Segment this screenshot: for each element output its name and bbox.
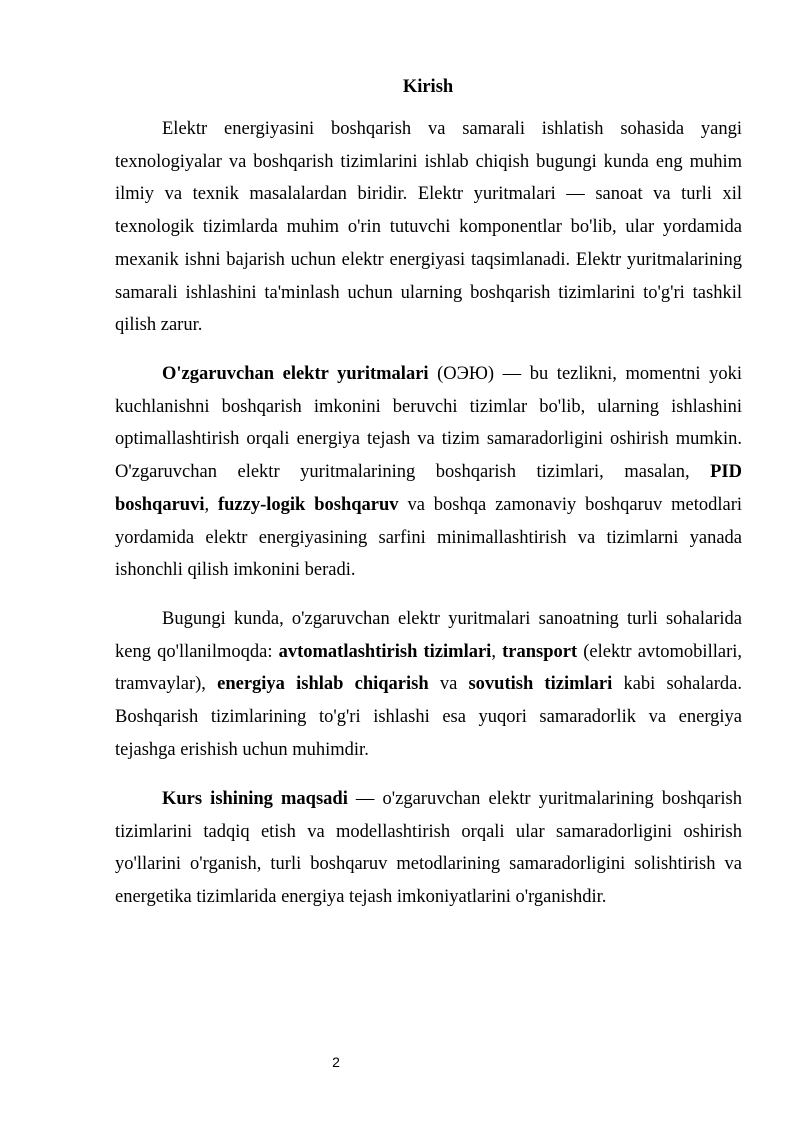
paragraph-text: va bbox=[428, 674, 469, 695]
term-automation-systems: avtomatlashtirish tizimlari bbox=[278, 641, 492, 662]
paragraph-introduction bbox=[115, 113, 742, 342]
term-energy-production: energiya ishlab chiqarish bbox=[217, 674, 429, 695]
paragraph-text: (elektr avtomobillari, tramvaylar), bbox=[115, 641, 742, 695]
term-fuzzy-logic-control: fuzzy-logik boshqaruv bbox=[217, 494, 399, 515]
term-transport: transport bbox=[502, 641, 578, 662]
term-course-goal: Kurs ishining maqsadi bbox=[162, 789, 348, 809]
separator-text: , bbox=[491, 641, 503, 662]
term-variable-electric-drives: O'zgaruvchan elektr yuritmalari bbox=[162, 364, 429, 384]
section-heading: Kirish bbox=[402, 77, 454, 97]
separator-text: , bbox=[204, 494, 218, 515]
paragraph-text: kabi sohalarda. Boshqarish tizimlarining to'g'ri ishlashi esa yuqori samaradorlik va energiya tejashga erishish uchun muhimdir. bbox=[115, 674, 742, 760]
term-cooling-systems: sovutish tizimlari bbox=[468, 674, 613, 695]
paragraph-variable-drives bbox=[115, 358, 742, 587]
paragraph-text: (ОЭЮ) — bu tezlikni, momentni yoki kuchlanishni boshqarish imkonini beruvchi tizimlar bo'lib, ularning ishlashini optimallashtirish orqali energiya tejash va tizim samaradorligini oshirish mumkin. O'zgaruvchan elektr yuritmalarining boshqarish tizimlari, masalan, bbox=[115, 364, 742, 483]
paragraph-text: Elektr energiyasini boshqarish va samarali ishlatish sohasida yangi texnologiyalar va boshqarish tizimlarini ishlab chiqish bugungi kunda eng muhim ilmiy va texnik masalalardan biridir. Elektr yuritmalari — sanoat va turli xil texnologik tizimlarda muhim o'rin tutuvchi komponentlar bo'lib, ular yordamida mexanik ishni bajarish uchun elektr energiyasi taqsimlanadi. Elektr yuritmalarining samarali ishlashini ta'minlash uchun ularning boshqarish tizimlarini to'g'ri tashkil qilish zarur. bbox=[115, 119, 742, 336]
term-pid-control: PID boshqaruvi bbox=[115, 462, 742, 515]
paragraph-text: Bugungi kunda, o'zgaruvchan elektr yuritmalari sanoatning turli sohalarida keng qo'llanilmoqda: bbox=[115, 609, 742, 662]
paragraph-course-goal bbox=[115, 783, 742, 914]
paragraph-applications bbox=[115, 603, 742, 767]
page-number: 2 bbox=[332, 1054, 340, 1070]
paragraph-text: va boshqa zamonaviy boshqaruv metodlari yordamida elektr energiyasining sarfini minimallashtirish va tizimlarni yanada ishonchli qilish imkonini beradi. bbox=[115, 494, 742, 581]
paragraph-text: — o'zgaruvchan elektr yuritmalarining boshqarish tizimlarini tadqiq etish va modellashtirish orqali ular samaradorligini oshirish yo'llarini o'rganish, turli boshqaruv metodlarining samaradorligini solishtirish va energetika tizimlarida energiya tejash imkoniyatlarini o'rganishdir. bbox=[115, 789, 742, 908]
